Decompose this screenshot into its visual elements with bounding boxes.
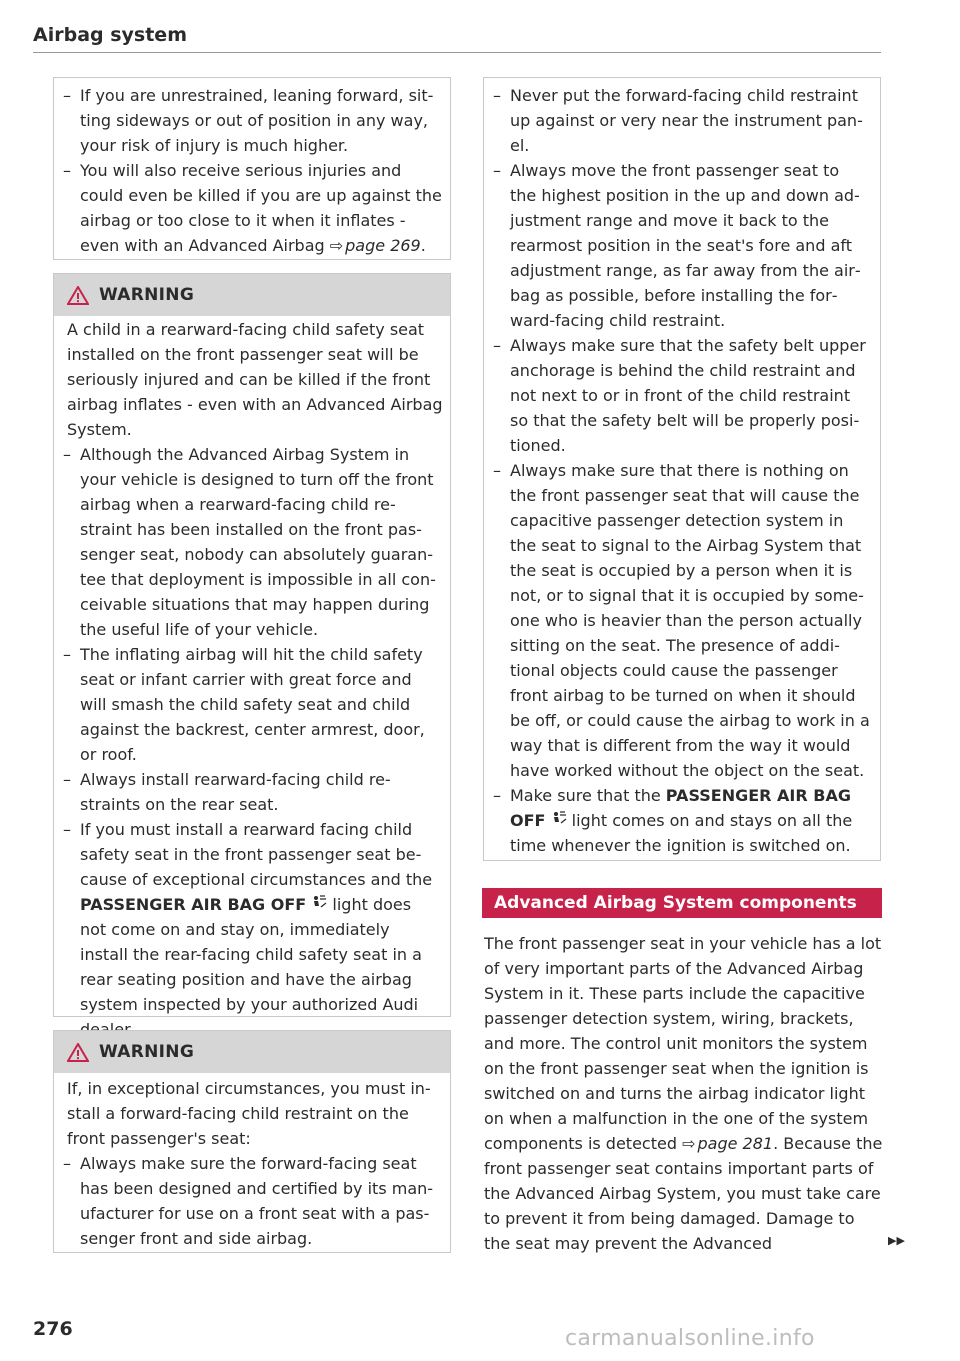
list-item-text: light comes on and stays on all the time whenever the ignition is switched on.: [510, 811, 853, 855]
arrow-right-icon: ⇨: [682, 1134, 696, 1153]
warning-header: [54, 1031, 450, 1073]
page-header-title: Airbag system: [33, 24, 187, 46]
page-reference-text: page 281: [697, 1134, 774, 1153]
continue-arrow-icon: ▶▶: [888, 1234, 905, 1247]
section-heading: Advanced Airbag System components: [482, 888, 882, 918]
watermark-text: carmanualsonline.info: [565, 1326, 815, 1351]
list-item: [54, 817, 450, 1042]
warning-label: WARNING: [99, 1042, 195, 1062]
warning-triangle-icon: [67, 1043, 89, 1062]
punctuation: .: [420, 236, 426, 255]
list-item: – Always make sure that the safety belt upper anchorage is behind the child restraint and not next to or in front of the child restraint so that the safety belt will be properly positioned.: [484, 333, 880, 458]
list-item: – Always move the front passenger seat to the highest position in the up and down adjustment range and move it back to the rearmost position in the seat's fore and aft adjustment range, as far away from the airbag as possible, before installing the forward-facing child restraint.: [484, 158, 880, 333]
list-item: – The inflating airbag will hit the child safety seat or infant carrier with great force and will smash the child safety seat and child against the backrest, center armrest, door, or roof.: [54, 642, 450, 767]
warning-header: [54, 274, 450, 316]
passenger-airbag-off-icon: [311, 895, 327, 910]
list-item-text: If you are unrestrained, leaning forward, sitting sideways or out of position in any way, your risk of injury is much higher.: [80, 86, 434, 155]
passenger-airbag-off-icon: [551, 811, 567, 826]
list-item-text: light does not come on and stay on, immediately install the rear-facing child safety seat in a rear seating position and have the airbag system inspected by your authorized Audi: [80, 895, 422, 1014]
arrow-right-icon: ⇨: [329, 236, 344, 255]
warning-triangle-icon: [67, 286, 89, 305]
warning-label: WARNING: [99, 285, 195, 305]
warning-list: [67, 442, 450, 1042]
list-item-text: Make sure that the: [510, 786, 666, 805]
list-item-text: If you must install a rearward facing child safety seat in the front passenger seat because of exceptional circumstances and the: [80, 820, 433, 889]
page-reference-link[interactable]: [330, 236, 421, 255]
indicator-name: PASSENGER AIR BAG OFF: [80, 895, 307, 914]
page-number: 276: [33, 1318, 73, 1340]
list-item: [484, 783, 880, 858]
warning-body: [54, 1073, 450, 1251]
warning-body: [54, 316, 450, 1042]
warning-box: [53, 273, 451, 1017]
info-list: [484, 83, 880, 858]
indicator-name: PASSENGER AIR BAG OFF: [510, 786, 851, 830]
section-body: [484, 931, 884, 1256]
list-item: [54, 83, 450, 158]
warning-box: [53, 1030, 451, 1253]
page-reference-link[interactable]: [682, 1134, 773, 1153]
list-item: – Although the Advanced Airbag System in your vehicle is designed to turn off the front airbag when a rearward-facing child restraint has been installed on the front passenger seat, nobody can absolutely guarantee that deployment is impossible in all conceivable situations that may happen during the useful life of your vehicle.: [54, 442, 450, 642]
warning-list: [67, 1151, 450, 1251]
header-divider: [33, 52, 881, 53]
list-item: – Never put the forward-facing child restraint up against or very near the instrument panel.: [484, 83, 880, 158]
list-item: – Always make sure that there is nothing on the front passenger seat that will cause the capacitive passenger detection system in the seat to signal to the Airbag System that the seat is occupied by a person when it is not, or to signal that it is occupied by someone who is heavier than the person actually sitting on the seat. The presence of additional objects could cause the passenger front airbag to be turned on when it should be off, or could cause the airbag to work in a way that is different from the way it would have worked without the object on the seat.: [484, 458, 880, 783]
info-box: [483, 77, 881, 861]
warning-intro: If, in exceptional circumstances, you must install a forward-facing child restraint on the front passenger's seat:: [67, 1079, 431, 1148]
page-reference-text: page 269: [345, 236, 421, 255]
list-item: – Always install rearward-facing child restraints on the rear seat.: [54, 767, 450, 817]
info-box: [53, 77, 451, 260]
body-text: . Because the front passenger seat contains important parts of the Advanced Airbag System, you must take care to prevent it from being damaged. Damage to the seat may prevent the Advanced: [484, 1134, 883, 1253]
list-item: [54, 158, 450, 258]
warning-intro: A child in a rearward-facing child safety seat installed on the front passenger seat will be seriously injured and can be killed if the front airbag inflates - even with an Advanced Airbag System.: [67, 320, 443, 439]
info-list: [54, 83, 450, 258]
list-item: – Always make sure the forward-facing seat has been designed and certified by its manufacturer for use on a front seat with a passenger front and side airbag.: [54, 1151, 450, 1251]
body-text: The front passenger seat in your vehicle has a lot of very important parts of the Advanced Airbag System in it. These parts include the capacitive passenger detection system, wiring, brackets, and more. The control unit monitors the system on the front passenger seat when the ignition is switched on and turns the airbag indicator light on when a malfunction in the one of the system components is detected: [484, 934, 882, 1153]
list-item-text: You will also receive serious injuries and could even be killed if you are up against the airbag or too close to it when it inflates - even with an Advanced Airbag: [80, 161, 442, 255]
